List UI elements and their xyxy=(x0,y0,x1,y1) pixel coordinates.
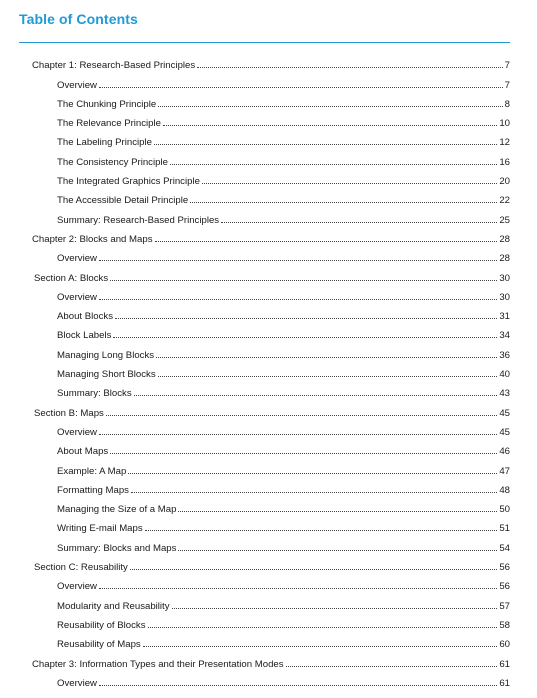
dot-leader xyxy=(99,260,497,261)
toc-entry[interactable] xyxy=(0,130,537,149)
toc-entry[interactable] xyxy=(0,420,537,439)
toc-entry-title: Summary: Research-Based Principles xyxy=(57,214,220,226)
toc-entry[interactable] xyxy=(0,381,537,400)
toc-entry-page-number: 12 xyxy=(499,137,510,149)
toc-entry-page-number: 34 xyxy=(499,330,510,342)
toc-entry-page-number: 48 xyxy=(499,484,510,496)
toc-entry[interactable] xyxy=(0,169,537,188)
toc-entry[interactable] xyxy=(0,265,537,284)
toc-entry[interactable] xyxy=(0,671,537,690)
dot-leader xyxy=(99,87,503,88)
toc-entry-page-number: 36 xyxy=(499,349,510,361)
dot-leader xyxy=(202,183,497,184)
toc-entry[interactable] xyxy=(0,149,537,168)
toc-entry-title: Formatting Maps xyxy=(57,484,129,496)
toc-list xyxy=(0,53,537,690)
toc-entry-page-number: 47 xyxy=(499,465,510,477)
toc-entry-page-number: 56 xyxy=(499,581,510,593)
toc-entry-title: The Chunking Principle xyxy=(57,98,157,110)
toc-entry-page-number: 30 xyxy=(499,291,510,303)
toc-entry-page-number: 7 xyxy=(504,79,510,91)
dot-leader xyxy=(131,492,497,493)
toc-entry[interactable] xyxy=(0,593,537,612)
toc-entry-page-number: 54 xyxy=(499,542,510,554)
toc-entry[interactable] xyxy=(0,613,537,632)
toc-entry-title: Modularity and Reusability xyxy=(57,600,170,612)
toc-entry-title: Example: A Map xyxy=(57,465,127,477)
dot-leader xyxy=(99,434,497,435)
toc-entry-page-number: 43 xyxy=(499,388,510,400)
toc-entry-title: The Labeling Principle xyxy=(57,137,152,149)
dot-leader xyxy=(163,125,497,126)
dot-leader xyxy=(155,241,498,242)
toc-entry[interactable] xyxy=(0,207,537,226)
toc-entry-page-number: 45 xyxy=(499,426,510,438)
toc-entry-title: Summary: Blocks and Maps xyxy=(57,542,177,554)
dot-leader xyxy=(154,144,497,145)
toc-entry[interactable] xyxy=(0,246,537,265)
toc-entry[interactable] xyxy=(0,535,537,554)
toc-entry[interactable] xyxy=(0,285,537,304)
toc-entry[interactable] xyxy=(0,188,537,207)
dot-leader xyxy=(158,376,498,377)
toc-entry-title: About Maps xyxy=(57,446,109,458)
dot-leader xyxy=(158,106,502,107)
dot-leader xyxy=(170,164,497,165)
dot-leader xyxy=(197,67,502,68)
dot-leader xyxy=(130,569,497,570)
toc-entry[interactable] xyxy=(0,497,537,516)
toc-entry-title: Overview xyxy=(57,79,97,91)
dot-leader xyxy=(99,588,497,589)
dot-leader xyxy=(221,222,497,223)
toc-entry-title: Chapter 3: Information Types and their Presentation Modes xyxy=(32,658,284,670)
toc-entry-title: Overview xyxy=(57,253,97,265)
toc-entry[interactable] xyxy=(0,342,537,361)
toc-entry[interactable] xyxy=(0,323,537,342)
toc-entry[interactable] xyxy=(0,632,537,651)
toc-entry-page-number: 16 xyxy=(499,156,510,168)
toc-entry-page-number: 30 xyxy=(499,272,510,284)
dot-leader xyxy=(178,550,497,551)
toc-entry-page-number: 28 xyxy=(499,253,510,265)
toc-entry-page-number: 56 xyxy=(499,562,510,574)
toc-entry[interactable] xyxy=(0,227,537,246)
toc-entry-page-number: 7 xyxy=(504,60,510,72)
dot-leader xyxy=(145,530,498,531)
toc-entry[interactable] xyxy=(0,574,537,593)
toc-entry-title: Reusability of Blocks xyxy=(57,619,146,631)
dot-leader xyxy=(110,453,497,454)
toc-entry-title: Reusability of Maps xyxy=(57,639,141,651)
dot-leader xyxy=(113,337,497,338)
toc-entry-title: About Blocks xyxy=(57,311,113,323)
toc-entry-title: Overview xyxy=(57,581,97,593)
toc-entry-page-number: 57 xyxy=(499,600,510,612)
toc-entry-page-number: 8 xyxy=(504,98,510,110)
title-divider xyxy=(19,42,510,43)
dot-leader xyxy=(156,357,497,358)
toc-entry-title: The Consistency Principle xyxy=(57,156,168,168)
toc-entry[interactable] xyxy=(0,458,537,477)
toc-entry-page-number: 25 xyxy=(499,214,510,226)
toc-entry-page-number: 45 xyxy=(499,407,510,419)
toc-entry-page-number: 46 xyxy=(499,446,510,458)
toc-entry[interactable] xyxy=(0,439,537,458)
dot-leader xyxy=(110,280,497,281)
toc-entry-page-number: 50 xyxy=(499,504,510,516)
toc-entry-page-number: 31 xyxy=(499,311,510,323)
toc-entry-page-number: 51 xyxy=(499,523,510,535)
toc-entry-title: Managing Short Blocks xyxy=(57,369,156,381)
toc-entry[interactable] xyxy=(0,304,537,323)
dot-leader xyxy=(99,685,497,686)
toc-entry-page-number: 40 xyxy=(499,369,510,381)
toc-entry[interactable] xyxy=(0,555,537,574)
dot-leader xyxy=(148,627,498,628)
toc-entry-page-number: 10 xyxy=(499,118,510,130)
toc-entry-page-number: 58 xyxy=(499,619,510,631)
toc-entry-page-number: 60 xyxy=(499,639,510,651)
toc-entry-page-number: 61 xyxy=(499,658,510,670)
toc-entry-title: Overview xyxy=(57,291,97,303)
toc-entry-title: Chapter 2: Blocks and Maps xyxy=(32,233,153,245)
dot-leader xyxy=(143,646,498,647)
toc-entry[interactable] xyxy=(0,516,537,535)
toc-entry-title: Overview xyxy=(57,426,97,438)
toc-entry-title: Managing Long Blocks xyxy=(57,349,155,361)
dot-leader xyxy=(286,666,498,667)
toc-entry-title: Summary: Blocks xyxy=(57,388,132,400)
toc-entry-page-number: 61 xyxy=(499,677,510,689)
toc-entry-title: Chapter 1: Research-Based Principles xyxy=(32,60,196,72)
toc-entry[interactable] xyxy=(0,92,537,111)
dot-leader xyxy=(172,608,498,609)
toc-entry-title: Section A: Blocks xyxy=(34,272,109,284)
toc-entry-page-number: 20 xyxy=(499,176,510,188)
toc-entry[interactable] xyxy=(0,53,537,72)
toc-entry[interactable] xyxy=(0,651,537,670)
toc-entry-title: Block Labels xyxy=(57,330,112,342)
dot-leader xyxy=(115,318,497,319)
toc-entry-title: Overview xyxy=(57,677,97,689)
toc-entry-title: Section C: Reusability xyxy=(34,562,128,574)
toc-entry-title: Managing the Size of a Map xyxy=(57,504,177,516)
toc-entry[interactable] xyxy=(0,111,537,130)
toc-entry-page-number: 28 xyxy=(499,233,510,245)
dot-leader xyxy=(106,415,497,416)
dot-leader xyxy=(128,473,497,474)
dot-leader xyxy=(134,395,498,396)
dot-leader xyxy=(190,202,497,203)
toc-entry-title: Section B: Maps xyxy=(34,407,104,419)
toc-entry-title: The Accessible Detail Principle xyxy=(57,195,189,207)
toc-title: Table of Contents xyxy=(19,11,138,27)
toc-entry[interactable] xyxy=(0,478,537,497)
dot-leader xyxy=(178,511,497,512)
toc-entry-page-number: 22 xyxy=(499,195,510,207)
toc-entry-title: The Relevance Principle xyxy=(57,118,161,130)
toc-entry[interactable] xyxy=(0,72,537,91)
toc-entry-title: The Integrated Graphics Principle xyxy=(57,176,200,188)
toc-entry[interactable] xyxy=(0,400,537,419)
toc-entry-title: Writing E-mail Maps xyxy=(57,523,143,535)
dot-leader xyxy=(99,299,497,300)
toc-entry[interactable] xyxy=(0,362,537,381)
